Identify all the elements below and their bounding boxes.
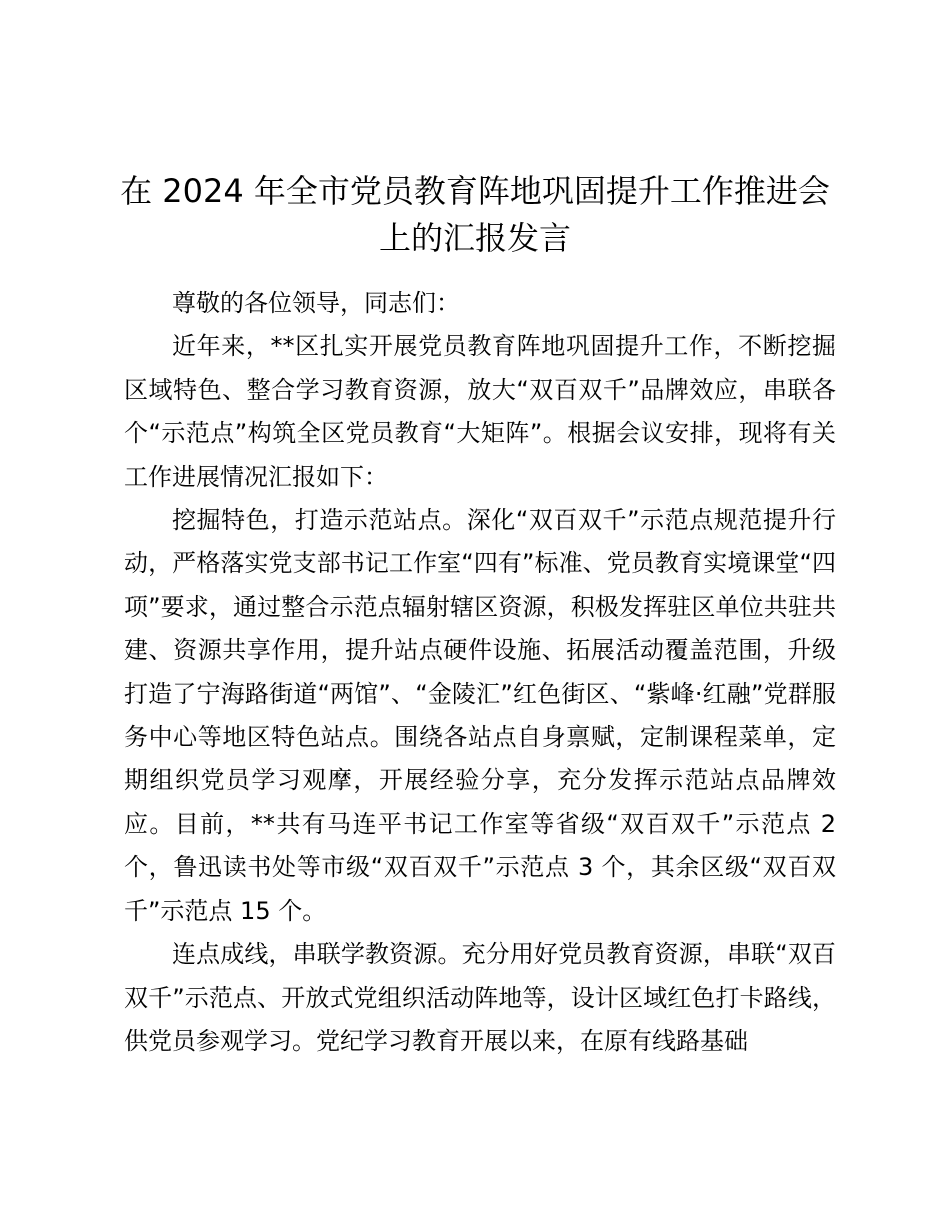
section-paragraph-routes: 连点成线，串联学教资源。充分用好党员教育资源，串联“双百双千”示范点、开放式党组织活动阵地等，设计区域红色打卡路线，供党员参观学习。党纪学习教育开展以来，在原有线路基础 xyxy=(124,940,836,1055)
salutation-paragraph: 尊敬的各位领导，同志们： xyxy=(172,289,460,317)
section-paragraph-characteristics: 挖掘特色，打造示范站点。深化“双百双千”示范点规范提升行动，严格落实党支部书记工作室“四有”标准、党员教育实境课堂“四项”要求，通过整合示范点辐射辖区资源，积极发挥驻区单位共驻共建、资源共享作用，提升站点硬件设施、拓展活动覆盖范围，升级打造了宁海路街道“两馆”、“金陵汇”红色街区、“紫峰·红融”党群服务中心等地区特色站点。围绕各站点自身禀赋，定制课程菜单，定期组织党员学习观摩，开展经验分享，充分发挥示范站点品牌效应。目前，**共有马连平书记工作室等省级“双百双千”示范点 2 个，鲁迅读书处等市级“双百双千”示范点 3 个，其余区级“双百双千”示范点 15 个。 xyxy=(124,506,836,925)
intro-paragraph: 近年来，**区扎实开展党员教育阵地巩固提升工作，不断挖掘区域特色、整合学习教育资源，放大“双百双千”品牌效应，串联各个“示范点”构筑全区党员教育“大矩阵”。根据会议安排，现将有关工作进展情况汇报如下： xyxy=(124,332,836,491)
document-body xyxy=(124,282,836,1063)
document-title: 在 2024 年全市党员教育阵地巩固提升工作推进会上的汇报发言 xyxy=(120,172,830,257)
